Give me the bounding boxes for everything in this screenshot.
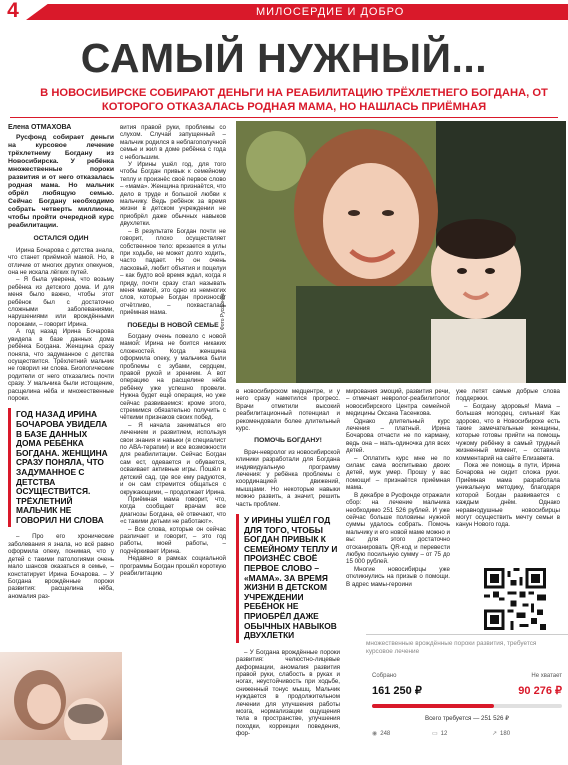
photo-illustration <box>236 121 566 383</box>
donation-stats <box>372 730 562 742</box>
paragraph: А год назад Ирина Бочарова увидела в базе данных дома ребёнка Богдана. Женщина сразу поняла, что задуманное с детства осуществится. Трёхлетний мальчик не говорил ни слова. Биологические родители от него отказались почти сразу. У мальчика были истощение, расщелина нёба и множественные пороки. <box>8 328 114 402</box>
paragraph: Богдану очень повезло с новой мамой: Ирина не боится никаких сложностей. Когда женщина оформила опеку, у мальчика были проблемы с зубами, сердцем, правой рукой и зрением. А вот операцию на расщелине нёба ребёнку уже успешно провели. Нужна будет ещё операция, но уже сейчас развиваемся: кроме этого, стремимся обязательно получить с чёткими признаков своих побед. <box>120 332 226 422</box>
paragraph: Ирина Бочарова с детства знала, что станет приёмной мамой. Но, в отличие от многих других опекунов, она не искала лёгких путей. <box>8 246 114 277</box>
subheading: ОСТАЛСЯ ОДИН <box>33 235 89 243</box>
paragraph: – Богдану здоровья! Мама – большая молодец, сильная! Как здорово, что в Новосибирске есть такие замечательные женщины, которые готовы прийти на помощь чужому ребёнку в самый трудный жизненный момент, – оставила комментарий на сайте Елизавета. <box>456 402 560 462</box>
donation-progress-fill <box>372 704 494 708</box>
stat-value: 180 <box>500 731 511 737</box>
subheading: ПОБЕДЫ В НОВОЙ СЕМЬЕ <box>127 321 219 329</box>
paragraph: Приёмная мама говорит, что, когда сообщает врачам все диагнозы Богдана, её отвечают, что «с такими детьми не работают». <box>120 495 226 526</box>
photo-mother-child <box>0 652 122 765</box>
pull-quote: ГОД НАЗАД ИРИНА БОЧАРОВА УВИДЕЛА В БАЗЕ ДАННЫХ ДОМА РЕБЁНКА БОГДАНА. ЖЕНЩИНА СРАЗУ ПОНЯЛА, ЧТО ЗАДУМАННОЕ С ДЕТСТВА ОСУЩЕСТВИТСЯ. ТРЁХЛЕТНИЙ МАЛЬЧИК НЕ ГОВОРИЛ НИ СЛОВА <box>8 408 114 527</box>
donation-labels <box>372 673 562 679</box>
paragraph: мирования эмоций, развития речи, – отмечает невролог-реабилитолог новосибирского Центра семейной медицины Оксана Тасенкова. <box>346 388 450 418</box>
paragraph: Врач-невролог из новосибирской клиники разработали для Богдана индивидуальную программу лечения: у ребёнка проблемы с координацией движений, мышцами. Но некоторые навыки можно развить, а значит, решить часть проблем. <box>236 448 340 508</box>
paragraph: Однако длительный курс лечения – платный. Ирина Бочарова отчасти не по карману, ведь она – мать-одиночка для всех детей. <box>346 417 450 455</box>
qr-code[interactable] <box>484 568 546 630</box>
paragraph: У Ирины ушёл год, для того чтобы Богдан привык к семейному теплу и произнёс своё первое слово – «мама». Женщина признаётся, что дело в труде и большой любви к мальчику. Ведь ребёнок за время жизни в детском учреждении не приобрёл даже обычных навыков двухлетки. <box>120 161 226 228</box>
column-1 <box>8 124 114 600</box>
paragraph: в новосибирском медцентре, и у него сразу наметился прогресс. Врачи отметили высокий реабилитационный потенциал и рекомендовали более длительный курс. <box>236 388 340 433</box>
byline: Елена ОТМАХОВА <box>8 124 72 131</box>
divider <box>10 117 558 118</box>
column-5 <box>456 388 560 529</box>
stat-comments <box>432 730 447 737</box>
paragraph: – У Богдана врождённые пороки развития: челюстно-лицевые деформации, аномалия развития правой руки, слабость в руках и ногах, неустойчивость при ходьбе, сниженный тонус мышц. Мальчик нуждается в продолжительном лечении для улучшения работы мозга, нормализации ощущения тела в пространстве, улучшения походки, коррекции поведения, фор- <box>236 648 340 738</box>
headline: САМЫЙ НУЖНЫЙ... <box>80 35 488 81</box>
qr-code-icon <box>484 568 546 630</box>
paragraph: Пока же помощь в пути, Ирина Бочарова не сидит сложа руки. Приёмная мама разработала уникальную методику, благодаря которой Богдан развивается с каждым днём. Однако неравнодушные новосибирцы могут осуществить мечту семьи в канун Нового года. <box>456 462 560 529</box>
photo-illustration <box>0 652 122 765</box>
donation-total: Всего требуется — 251 526 ₽ <box>424 715 510 722</box>
column-3 <box>236 388 340 738</box>
collected-label: Собрано <box>372 673 397 679</box>
paragraph: – Все слова, которые он сейчас различает и говорит, – это год работы, моей работы, – подчёркивает Ирина. <box>120 525 226 555</box>
header-bar <box>0 0 568 22</box>
page-number: 4 <box>2 0 24 22</box>
paragraph: вития правой руки, проблемы со слухом. Случай запущенный – мальчик родился в неблагополучной семье и жил в доме ребёнка с года с небольшим. <box>120 124 226 161</box>
lead-paragraph: Русфонд собирает деньги на курсовое лечение трёхлетнему Богдану из Новосибирска. У ребёнка множественные пороки развития и от него отказалась родная мама. Но мальчик обрёл любящую семью. Сейчас Богдану необходимо собрать четверть миллиона, чтобы пройти очередной курс реабилитации. <box>8 134 114 230</box>
paragraph: уже летят самые добрые слова поддержки. <box>456 388 560 403</box>
paragraph: – Я начала заниматься его лечением и развитием, используя свои знания и навыки (я специалист по АВА-терапии) и все возможности для реабилитации. Сейчас Богдан сам ест, одевается и обувается, осваивает активные игры. Пошёл в детский сад, где все ему радуются, и он сам стремится общаться с окружающими, – продолжает Ирина. <box>120 421 226 496</box>
paragraph: Многие новосибирцы уже откликнулись на призыв о помощи. В адрес мамы-героини <box>346 565 450 588</box>
column-2 <box>120 124 226 577</box>
main-photo <box>236 121 566 383</box>
stat-shares <box>492 730 510 737</box>
eye-icon: ◉ <box>372 731 378 737</box>
subheadline: В НОВОСИБИРСКЕ СОБИРАЮТ ДЕНЬГИ НА РЕАБИЛИТАЦИЮ ТРЁХЛЕТНЕГО БОГДАНА, ОТ КОТОРОГО ОТКАЗАЛАСЬ РОДНАЯ МАМА, НО НАШЛАСЬ ПРИЁМНАЯ <box>40 87 548 113</box>
stat-views <box>372 730 390 737</box>
share-icon: ↗ <box>492 731 498 737</box>
photo-credit: Фото Русфонда <box>220 293 226 330</box>
donation-progress-bar <box>372 704 562 708</box>
paragraph: В декабре в Русфонде отражали сбор: на лечение мальчика необходимо 251 526 рублей. И уже сейчас больше половины нужной суммы удалось собрать. Помочь мальчику и его новой маме можно и вы: для этого достаточно отсканировать QR-код и перевести любую посильную сумму – от 75 до 15 000 рублей. <box>346 491 450 566</box>
collected-amount: 161 250 ₽ <box>372 685 422 697</box>
paragraph: – Я была уверена, что возьму ребёнка из детского дома. И для меня было важно, чтобы этот ребёнок был с достаточно сложными заболеваниями, нарушениями или врождёнными пороками, – говорит Ирина. <box>8 276 114 328</box>
donation-description: множественные врождённые пороки развития, требуется курсовое лечение <box>366 640 537 655</box>
section-title: МИЛОСЕРДИЕ И ДОБРО <box>256 6 405 18</box>
paragraph: – В результате Богдан почти не говорит, плохо осуществляет собственное тело: врезается в углы при ходьбе, не может долго ходить, часто падает. Но он очень ласковый, любит объятия и поцелуи – как будто всё время ждал, когда я приду, почти сразу стал называть меня мамой, это одно из немногих слов, которые Богдан произносит отчётливо, – похвасталась приёмная мама. <box>120 227 226 317</box>
paragraph: – Оплатить курс мне не по силам: сама воспитываю двоих детей, муж умер. Прошу у вас помощи! – признаётся приёмная мама. <box>346 454 450 492</box>
missing-label: Не хватает <box>531 673 562 679</box>
column-4 <box>346 388 450 588</box>
missing-amount: 90 276 ₽ <box>518 685 562 697</box>
stat-value: 248 <box>380 731 391 737</box>
pull-quote: У ИРИНЫ УШЁЛ ГОД ДЛЯ ТОГО, ЧТОБЫ БОГДАН ПРИВЫК К СЕМЕЙНОМУ ТЕПЛУ И ПРОИЗНЁС СВОЁ ПЕРВОЕ СЛОВО – «МАМА». ЗА ВРЕМЯ ЖИЗНИ В ДЕТСКОМ УЧРЕЖДЕНИИ РЕБЁНОК НЕ ПРИОБРЁЛ ДАЖЕ ОБЫЧНЫХ НАВЫКОВ ДВУХЛЕТКИ <box>236 514 340 643</box>
paragraph: – Про его хронические заболевания я знала, но всё равно оформила опеку, понимая, что у детей с такими патологиями очень мало шансов оказаться в семье, – констатирует Ирина Бочарова. – У Богдана врождённые пороки развития: расщелина нёба, аномалия раз- <box>8 533 114 600</box>
comment-icon: ▭ <box>432 731 438 737</box>
paragraph: Недавно в рамках социальной программы Богдан прошёл короткую реабилитацию <box>120 555 226 577</box>
donation-values <box>372 684 562 697</box>
subheading: ПОМОЧЬ БОГДАНУ! <box>254 437 322 445</box>
stat-value: 12 <box>440 731 448 737</box>
